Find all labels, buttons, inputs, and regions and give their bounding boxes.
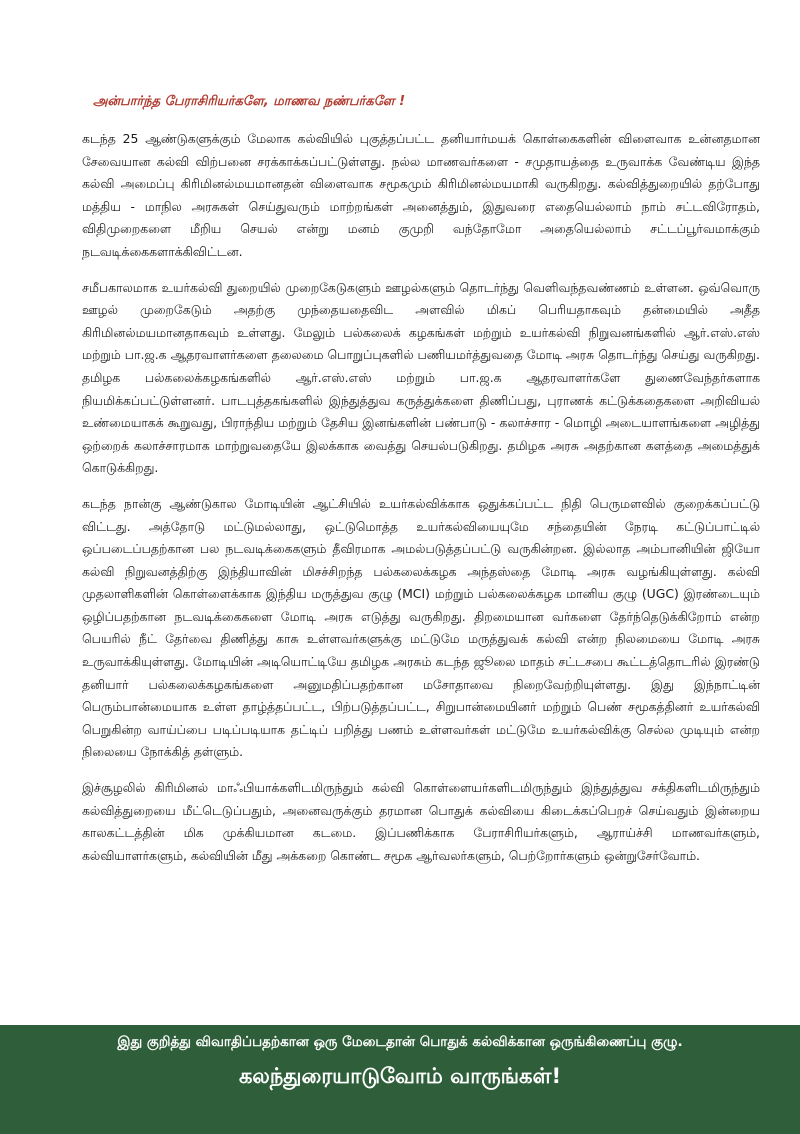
greeting-heading: அன்பார்ந்த பேராசிரியர்களே, மாணவ நண்பர்களே !: [93, 94, 406, 109]
paragraph-2: சமீபகாலமாக உயர்கல்வி துறையில் முறைகேடுகளும் ஊழல்களும் தொடர்ந்து வெளிவந்தவண்ணம் உள்ளன. ஒவ்வொரு ஊழல் முறைகேடும் அதற்கு முந்தையதைவிட அளவில் மிகப் பெரியதாகவும் தன்மையில் அதீத கிரிமினல்மயமானதாகவும் உள்ளது. மேலும் பல்கலைக் கழகங்கள் மற்றும் உயர்கல்வி நிறுவனங்களில் ஆர்.எஸ்.எஸ் மற்றும் பா.ஜ.க ஆதரவாளர்களை தலைமை பொறுப்புகளில் பணியமர்த்துவதை மோடி அரசு தொடர்ந்து செய்து வருகிறது. தமிழக பல்கலைக்கழகங்களில் ஆர்.எஸ்.எஸ் மற்றும் பா.ஜ.க ஆதரவாளர்களே துணைவேந்தர்களாக நியமிக்கப்பட்டுள்ளனர். பாடபுத்தகங்களில் இந்துத்துவ கருத்துக்களை திணிப்பது, புராணக் கட்டுக்கதைகளை அறிவியல் உண்மையாகக் கூறுவது, பிராந்திய மற்றும் தேசிய இனங்களின் பண்பாடு - கலாச்சார - மொழி அடையாளங்களை அழித்து ஒற்றைக் கலாச்சாரமாக மாற்றுவதையே இலக்காக வைத்து செயல்படுகிறது. தமிழக அரசு அதற்கான களத்தை அமைத்துக் கொடுக்கிறது.: [82, 279, 760, 476]
paragraph-4: இச்சூழலில் கிரிமினல் மாஃபியாக்களிடமிருந்தும் கல்வி கொள்ளையர்களிடமிருந்தும் இந்துத்துவ சக்திகளிடமிருந்தும் கல்வித்துறையை மீட்டெடுப்பதும், அனைவருக்கும் தரமான பொதுக் கல்வியை கிடைக்கப்பெறச் செய்வதும் இன்றைய காலகட்டத்தின் மிக முக்கியமான கடமை. இப்பணிக்காக பேராசிரியர்களும், ஆராய்ச்சி மாணவர்களும், கல்வியாளர்களும், கல்வியின் மீது அக்கறை கொண்ட சமூக ஆர்வலர்களும், பெற்றோர்களும் ஒன்றுசேர்வோம்.: [82, 780, 760, 863]
body-text: [82, 128, 760, 880]
paragraph-1: கடந்த 25 ஆண்டுகளுக்கும் மேலாக கல்வியில் புகுத்தப்பட்ட தனியார்மயக் கொள்கைகளின் விளைவாக உன்னதமான சேவையான கல்வி விற்பனை சரக்காக்கப்பட்டுள்ளது. நல்ல மாணவர்களை - சமுதாயத்தை உருவாக்க வேண்டிய இந்த கல்வி அமைப்பு கிரிமினல்மயமானதன் விளைவாக சமூகமும் கிரிமினல்மயமாகி வருகிறது. கல்வித்துறையில் தற்போது மத்திய - மாநில அரசுகள் செய்துவரும் மாற்றங்கள் அனைத்தும், இதுவரை எதையெல்லாம் நாம் சட்டவிரோதம், விதிமுறைகளை மீறிய செயல் என்று மனம் குமுறி வந்தோமோ அதையெல்லாம் சட்டப்பூர்வமாக்கும் நடவடிக்கைகளாக்கிவிட்டன.: [82, 131, 760, 259]
paragraph-3: கடந்த நான்கு ஆண்டுகால மோடியின் ஆட்சியில் உயர்கல்விக்காக ஒதுக்கப்பட்ட நிதி பெருமளவில் குறைக்கப்பட்டு விட்டது. அத்தோடு மட்டுமல்லாது, ஒட்டுமொத்த உயர்கல்வியையுமே சந்தையின் நேரடி கட்டுப்பாட்டில் ஒப்படைப்பதற்கான பல நடவடிக்கைகளும் தீவிரமாக அமல்படுத்தப்பட்டு வருகின்றன. இல்லாத அம்பானியின் ஜியோ கல்வி நிறுவனத்திற்கு இந்தியாவின் மிசச்சிறந்த பல்கலைக்கழக அந்தஸ்தை மோடி அரசு வழங்கியுள்ளது. கல்வி முதலாளிகளின் கொள்ளைக்காக இந்திய மருத்துவ குழு (MCI) மற்றும் பல்கலைக்கழக மானிய குழு (UGC) இரண்டையும் ஒழிப்பதற்கான நடவடிக்கைகளை மோடி அரசு எடுத்து வருகிறது. திறமையான வர்களை தேர்ந்தெடுக்கிறோம் என்ற பெயரில் நீட் தேர்வை திணித்து காசு உள்ளவர்களுக்கு மட்டுமே மருத்துவக் கல்வி என்ற நிலமையை மோடி அரசு உருவாக்கியுள்ளது. மோடியின் அடியொட்டியே தமிழக அரசும் கடந்த ஜூலை மாதம் சட்டசபை கூட்டத்தொடரில் இரண்டு தனியார் பல்கலைக்கழகங்களை அனுமதிப்பதற்கான மசோதாவை நிறைவேற்றியுள்ளது. இது இந்நாட்டின் பெரும்பான்மையாக உள்ள தாழ்த்தப்பட்ட, பிற்படுத்தப்பட்ட, சிறுபான்மையினர் மற்றும் பெண் சமூகத்தினர் உயர்கல்வி பெறுகின்ற வாய்ப்பை படிப்படியாக தட்டிப் பறித்து பணம் உள்ளவர்கள் மட்டுமே உயர்கல்விக்கு செல்ல முடியும் என்ற நிலையை நோக்கித் தள்ளும்.: [82, 495, 760, 760]
footer-call-to-action: கலந்துரையாடுவோம் வாருங்கள்!: [238, 1064, 562, 1088]
footer-statement: இது குறித்து விவாதிப்பதற்கான ஒரு மேடைதான் பொதுக் கல்விக்கான ஒருங்கிணைப்பு குழு.: [117, 1034, 683, 1050]
